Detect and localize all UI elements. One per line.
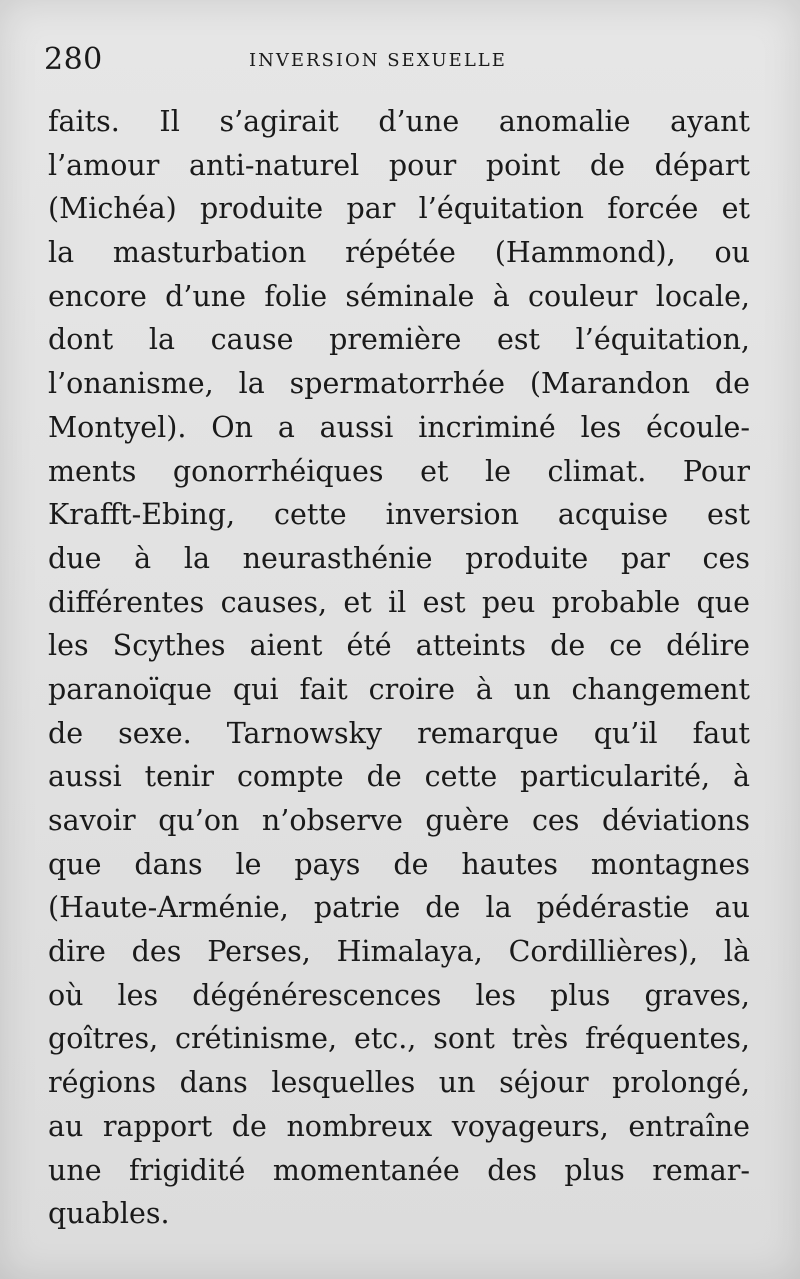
text-line: dont la cause première est l’équitation, bbox=[48, 323, 750, 357]
text-line: une frigidité momentanée des plus remar- bbox=[48, 1153, 750, 1187]
text-line: Montyel). On a aussi incriminé les écoule- bbox=[48, 410, 750, 444]
text-line: dire des Perses, Himalaya, Cordillières), là bbox=[48, 935, 750, 969]
page-header bbox=[44, 38, 754, 88]
text-line: les Scythes aient été atteints de ce délire bbox=[48, 629, 750, 663]
text-line: faits. Il s’agirait d’une anomalie ayant bbox=[48, 105, 750, 138]
text-line: aussi tenir compte de cette particularité, à bbox=[48, 760, 750, 794]
text-line: goîtres, crétinisme, etc., sont très fréquentes, bbox=[48, 1022, 750, 1056]
page-number: 280 bbox=[44, 42, 103, 77]
text-line: l’amour anti-naturel pour point de départ bbox=[48, 148, 750, 182]
text-line: savoir qu’on n’observe guère ces déviations bbox=[48, 804, 750, 837]
text-line: quables. bbox=[48, 1197, 170, 1231]
text-line: la masturbation répétée (Hammond), ou bbox=[48, 236, 750, 270]
body-text bbox=[48, 100, 750, 1236]
text-line: l’onanisme, la spermatorrhée (Marandon de bbox=[48, 367, 750, 401]
text-line: de sexe. Tarnowsky remarque qu’il faut bbox=[48, 716, 750, 750]
text-line: différentes causes, et il est peu probable que bbox=[48, 585, 750, 619]
text-line: que dans le pays de hautes montagnes bbox=[48, 847, 750, 881]
text-line: paranoïque qui fait croire à un changement bbox=[48, 672, 750, 706]
text-line: au rapport de nombreux voyageurs, entraîne bbox=[48, 1109, 750, 1143]
text-line: régions dans lesquelles un séjour prolongé, bbox=[48, 1066, 750, 1100]
running-title: INVERSION SEXUELLE bbox=[249, 50, 507, 71]
text-line: (Haute-Arménie, patrie de la pédérastie au bbox=[48, 891, 750, 925]
text-line: Krafft-Ebing, cette inversion acquise est bbox=[48, 498, 750, 532]
text-line: encore d’une folie séminale à couleur locale, bbox=[48, 279, 750, 313]
text-line: due à la neurasthénie produite par ces bbox=[48, 541, 750, 575]
text-line: (Michéa) produite par l’équitation forcée et bbox=[48, 192, 750, 226]
text-line: où les dégénérescences les plus graves, bbox=[48, 978, 750, 1012]
text-line: ments gonorrhéiques et le climat. Pour bbox=[48, 454, 750, 488]
